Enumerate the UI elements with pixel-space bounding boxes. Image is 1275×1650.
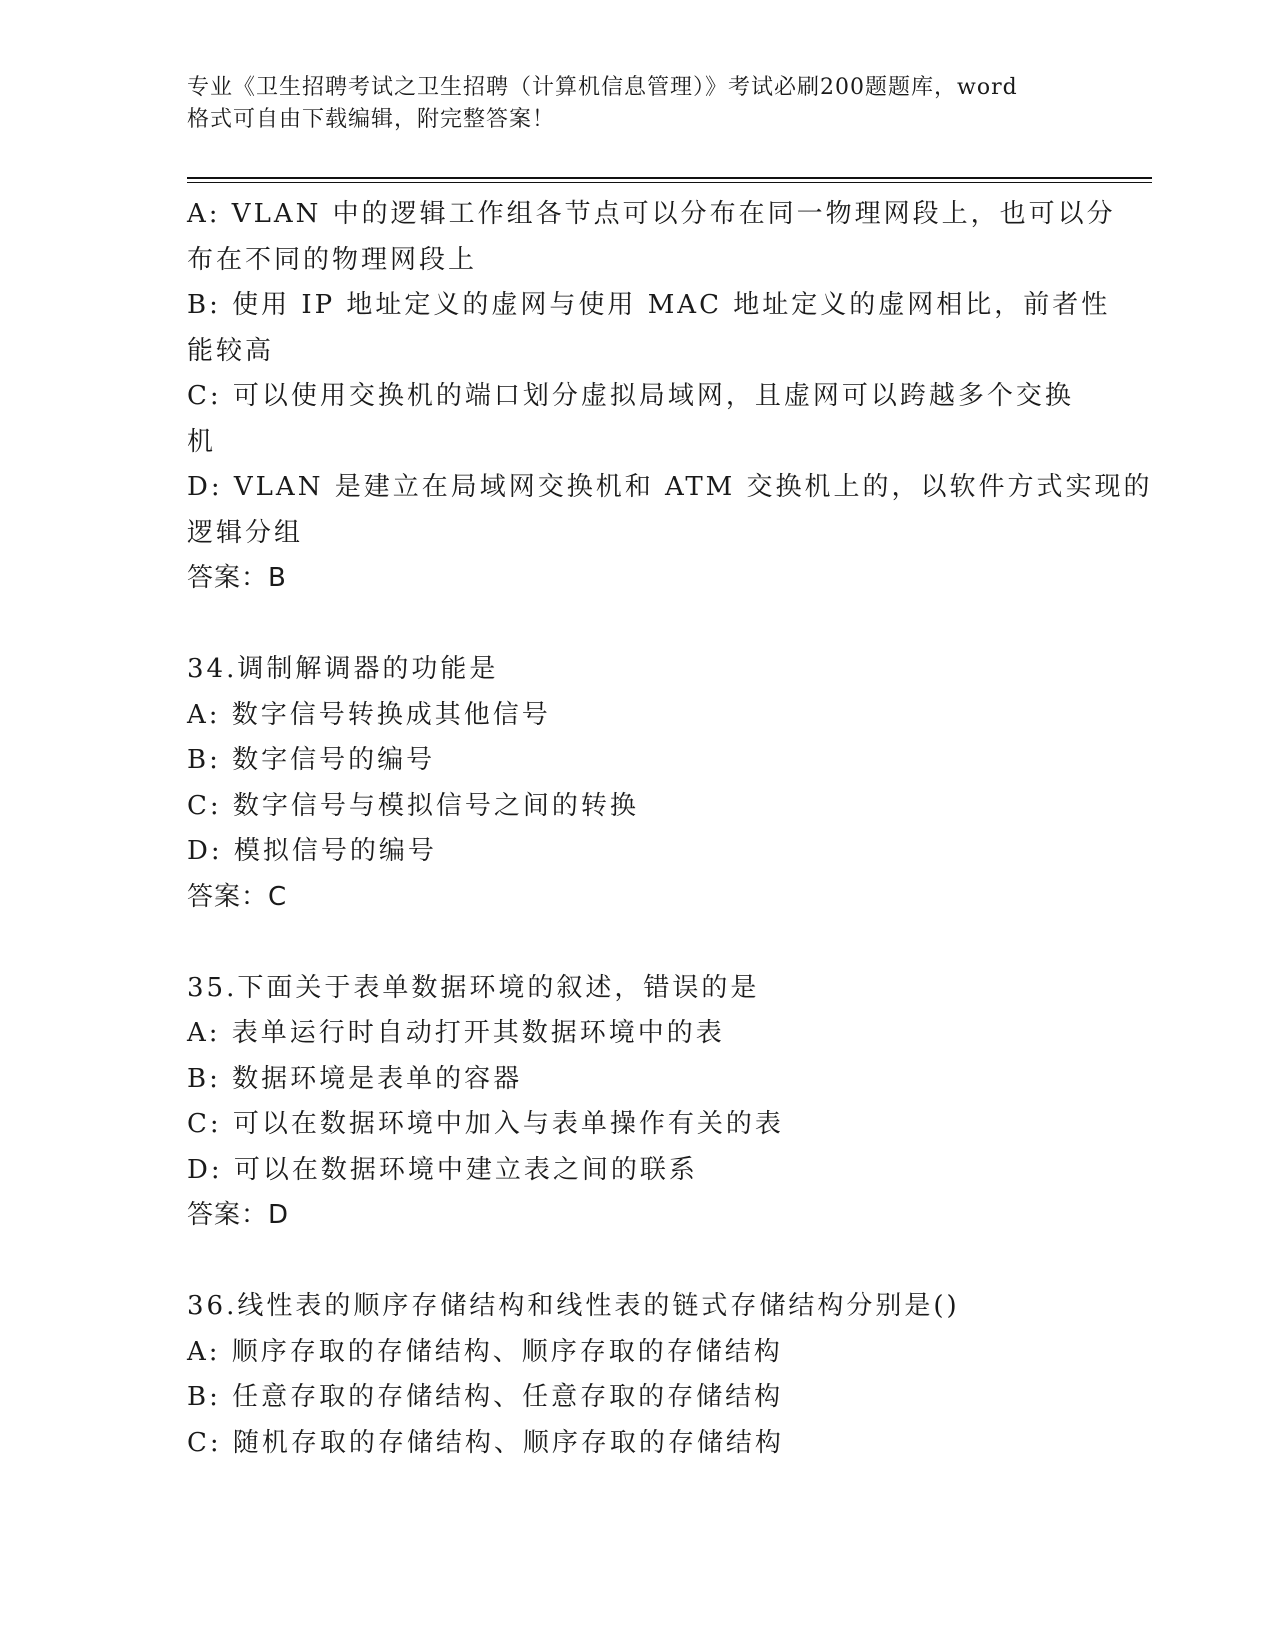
q36-option-c: C: 随机存取的存储结构、顺序存取的存储结构 — [187, 1427, 784, 1458]
q35-option-c: C: 可以在数据环境中加入与表单操作有关的表 — [187, 1109, 784, 1139]
question-34 — [187, 647, 1087, 920]
q34-question: 34.调制解调器的功能是 — [187, 654, 499, 684]
q36-option-b: B: 任意存取的存储结构、任意存取的存储结构 — [187, 1382, 784, 1412]
q33-option-a-line-1: A: VLAN 中的逻辑工作组各节点可以分布在同一物理网段上，也可以分 — [187, 199, 1116, 229]
header-divider-thin — [187, 182, 1152, 183]
document-header — [187, 72, 1087, 136]
q33-answer: 答案：B — [187, 563, 287, 593]
q33-option-a-line-2: 布在不同的物理网段上 — [187, 244, 478, 275]
q34-option-d: D: 模拟信号的编号 — [187, 836, 437, 866]
q35-option-b: B: 数据环境是表单的容器 — [187, 1063, 523, 1094]
q36-option-a: A: 顺序存取的存储结构、顺序存取的存储结构 — [187, 1336, 783, 1367]
question-spacer — [187, 602, 1087, 648]
q35-answer: 答案：D — [187, 1200, 290, 1230]
question-35 — [187, 966, 1087, 1239]
header-divider-thick — [187, 177, 1152, 179]
q33-option-b-line-2: 能较高 — [187, 335, 275, 366]
q34-option-b: B: 数字信号的编号 — [187, 745, 436, 775]
question-spacer — [187, 920, 1087, 966]
question-36 — [187, 1284, 1087, 1466]
header-line-2: 格式可自由下载编辑，附完整答案！ — [187, 107, 556, 132]
q35-option-a: A: 表单运行时自动打开其数据环境中的表 — [187, 1018, 725, 1048]
question-spacer — [187, 1239, 1087, 1285]
q33-option-c-line-1: C: 可以使用交换机的端口划分虚拟局域网，且虚网可以跨越多个交换 — [187, 381, 1074, 411]
q33-option-c-line-2: 机 — [187, 426, 217, 457]
q34-option-c: C: 数字信号与模拟信号之间的转换 — [187, 790, 639, 821]
q34-answer: 答案：C — [187, 881, 288, 912]
q35-question: 35.下面关于表单数据环境的叙述，错误的是 — [187, 972, 760, 1003]
q33-option-d-line-2: 逻辑分组 — [187, 517, 304, 548]
q33-option-d-line-1: D: VLAN 是建立在局域网交换机和 ATM 交换机上的，以软件方式实现的 — [187, 472, 1153, 502]
q36-question: 36.线性表的顺序存储结构和线性表的链式存储结构分别是() — [187, 1291, 960, 1321]
header-line-1: 专业《卫生招聘考试之卫生招聘（计算机信息管理）》考试必刷200题题库，word — [187, 75, 1018, 100]
q35-option-d: D: 可以在数据环境中建立表之间的联系 — [187, 1154, 698, 1185]
question-list — [187, 192, 1153, 1466]
question-33 — [187, 192, 1153, 602]
q34-option-a: A: 数字信号转换成其他信号 — [187, 699, 551, 730]
q33-option-b-line-1: B: 使用 IP 地址定义的虚网与使用 MAC 地址定义的虚网相比，前者性 — [187, 290, 1111, 320]
